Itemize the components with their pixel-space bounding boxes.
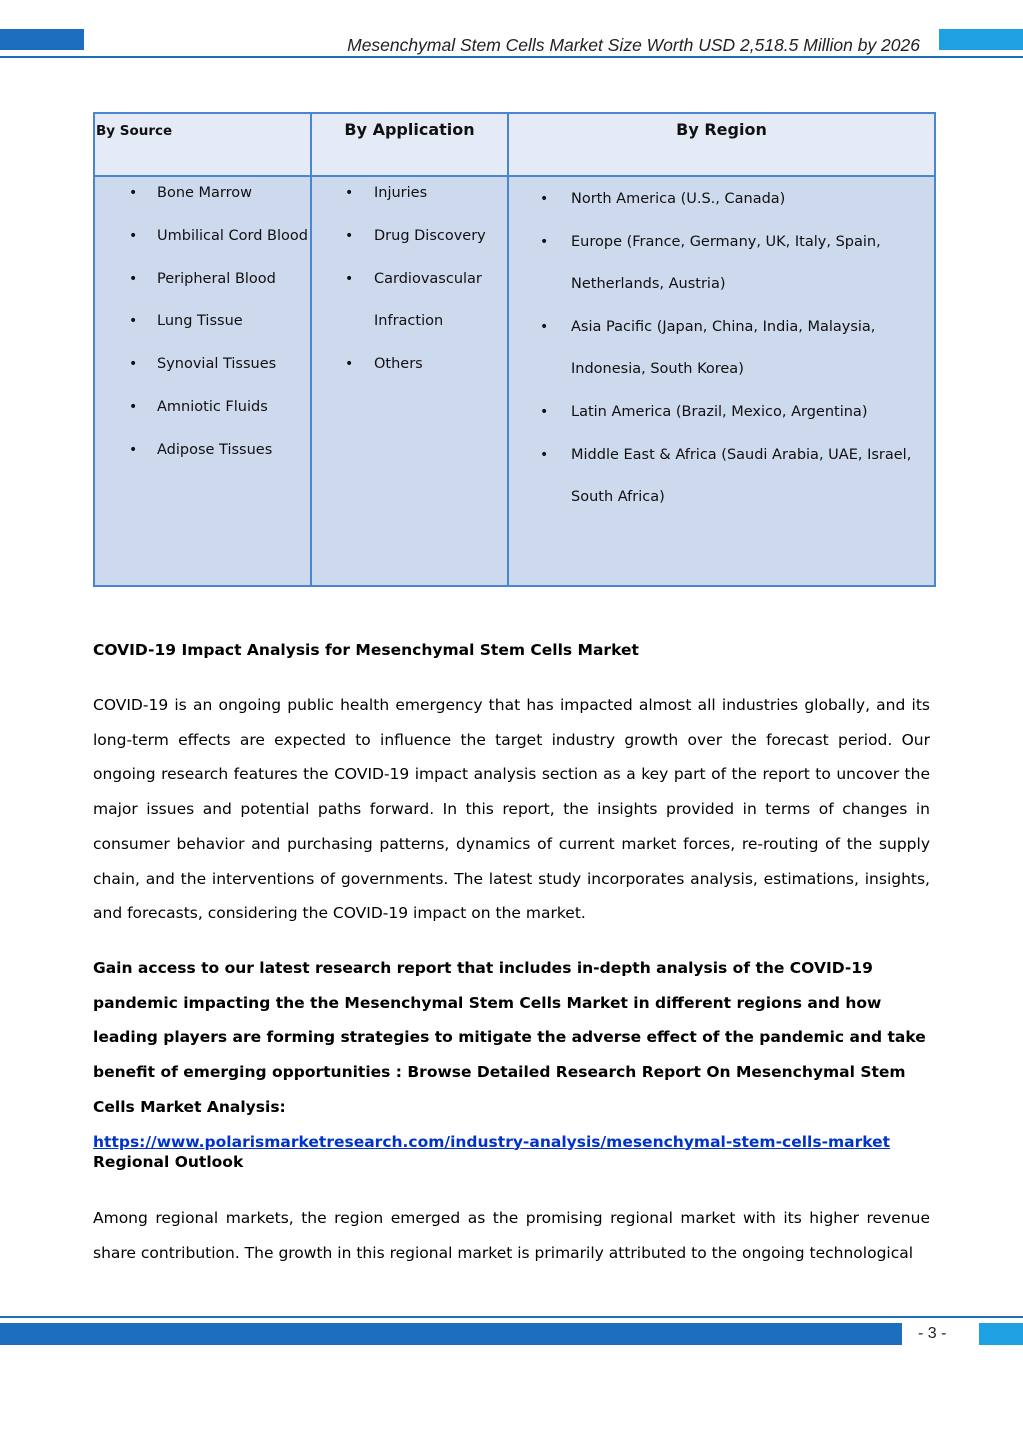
- header-accent-bar-left: [0, 29, 84, 50]
- bullet-icon: •: [129, 398, 138, 415]
- footer-accent-bar-right: [979, 1323, 1023, 1345]
- list-item: • Synovial Tissues: [95, 354, 310, 375]
- bullet-icon: •: [129, 185, 138, 201]
- by-application-list: [312, 177, 507, 375]
- header-accent-bar-right: [939, 29, 1023, 50]
- list-item: • Amniotic Fluids: [95, 397, 310, 418]
- list-item: • Latin America (Brazil, Mexico, Argentina): [509, 391, 934, 434]
- page-number: - 3 -: [918, 1325, 947, 1342]
- bullet-icon: •: [129, 356, 138, 373]
- bullet-icon: •: [129, 227, 138, 244]
- by-source-list: [95, 177, 310, 461]
- by-region-cell: [508, 176, 935, 586]
- list-item: • Bone Marrow: [95, 183, 310, 204]
- bullet-icon: •: [129, 270, 138, 287]
- by-region-list: [509, 172, 934, 519]
- bullet-icon: •: [540, 446, 549, 463]
- list-item: • Asia Pacific (Japan, China, India, Malaysia, Indonesia, South Korea): [509, 306, 934, 391]
- list-item: • North America (U.S., Canada): [509, 178, 934, 221]
- bullet-icon: •: [540, 233, 549, 250]
- bullet-icon: •: [345, 270, 354, 287]
- regional-paragraph: Among regional markets, the region emerged as the promising regional market with its higher revenue share contribution. The growth in this regional market is primarily attributed to the ongoing technological: [93, 1209, 930, 1262]
- list-item: • Drug Discovery: [312, 226, 507, 247]
- bullet-icon: •: [540, 318, 549, 335]
- cta-paragraph: [93, 951, 930, 1159]
- bullet-icon: •: [345, 185, 354, 201]
- header-rule: [0, 56, 1023, 58]
- column-header-by-application: By Application: [311, 113, 508, 176]
- list-item: • Cardiovascular Infraction: [345, 270, 482, 330]
- bullet-icon: •: [540, 403, 549, 420]
- list-item: • Injuries: [312, 183, 507, 204]
- bullet-icon: •: [129, 313, 138, 330]
- cta-text: Gain access to our latest research report that includes in-depth analysis of the COVID-19 pandemic impacting the the Mesenchymal Stem Cells Market in different regions and how leading players are forming strategies to mitigate the adverse effect of the pandemic and take benefit of emerging opportunities : Browse Detailed Research Report On Mesenchymal Stem Cells Market Analysis:: [93, 959, 926, 1116]
- report-link[interactable]: https://www.polarismarketresearch.com/industry-analysis/mesenchymal-stem-cells-market: [93, 1132, 891, 1151]
- bullet-icon: •: [345, 227, 354, 244]
- list-item: • Peripheral Blood: [95, 269, 310, 290]
- segmentation-table: [93, 112, 936, 587]
- by-source-cell: [94, 176, 311, 586]
- footer-rule: [0, 1316, 1023, 1318]
- bullet-icon: •: [540, 191, 549, 207]
- by-application-cell: [311, 176, 508, 586]
- covid-heading: COVID-19 Impact Analysis for Mesenchymal Stem Cells Market: [93, 641, 639, 659]
- list-item: • Adipose Tissues: [95, 440, 310, 461]
- list-item: • Middle East & Africa (Saudi Arabia, UAE, Israel, South Africa): [509, 434, 934, 519]
- list-item: • Umbilical Cord Blood: [95, 226, 310, 247]
- column-header-by-region: By Region: [508, 113, 935, 176]
- header-title: Mesenchymal Stem Cells Market Size Worth USD 2,518.5 Million by 2026: [347, 35, 920, 55]
- covid-paragraph: COVID-19 is an ongoing public health emergency that has impacted almost all industries globally, and its long-term effects are expected to influence the target industry growth over the forecast period. Our ongoing research features the COVID-19 impact analysis section as a key part of the report to uncover the major issues and potential paths forward. In this report, the insights provided in terms of changes in consumer behavior and purchasing patterns, dynamics of current market forces, re-routing of the supply chain, and the interventions of governments. The latest study incorporates analysis, estimations, insights, and forecasts, considering the COVID-19 impact on the market.: [93, 696, 930, 923]
- bullet-icon: •: [129, 441, 138, 458]
- bullet-icon: •: [345, 356, 354, 373]
- regional-heading: Regional Outlook: [93, 1153, 244, 1171]
- footer-accent-bar: [0, 1323, 902, 1345]
- list-item: • Others: [312, 354, 507, 375]
- list-item: • Europe (France, Germany, UK, Italy, Spain, Netherlands, Austria): [509, 221, 934, 306]
- column-header-by-source: By Source: [94, 113, 311, 176]
- list-item: • Lung Tissue: [95, 311, 310, 332]
